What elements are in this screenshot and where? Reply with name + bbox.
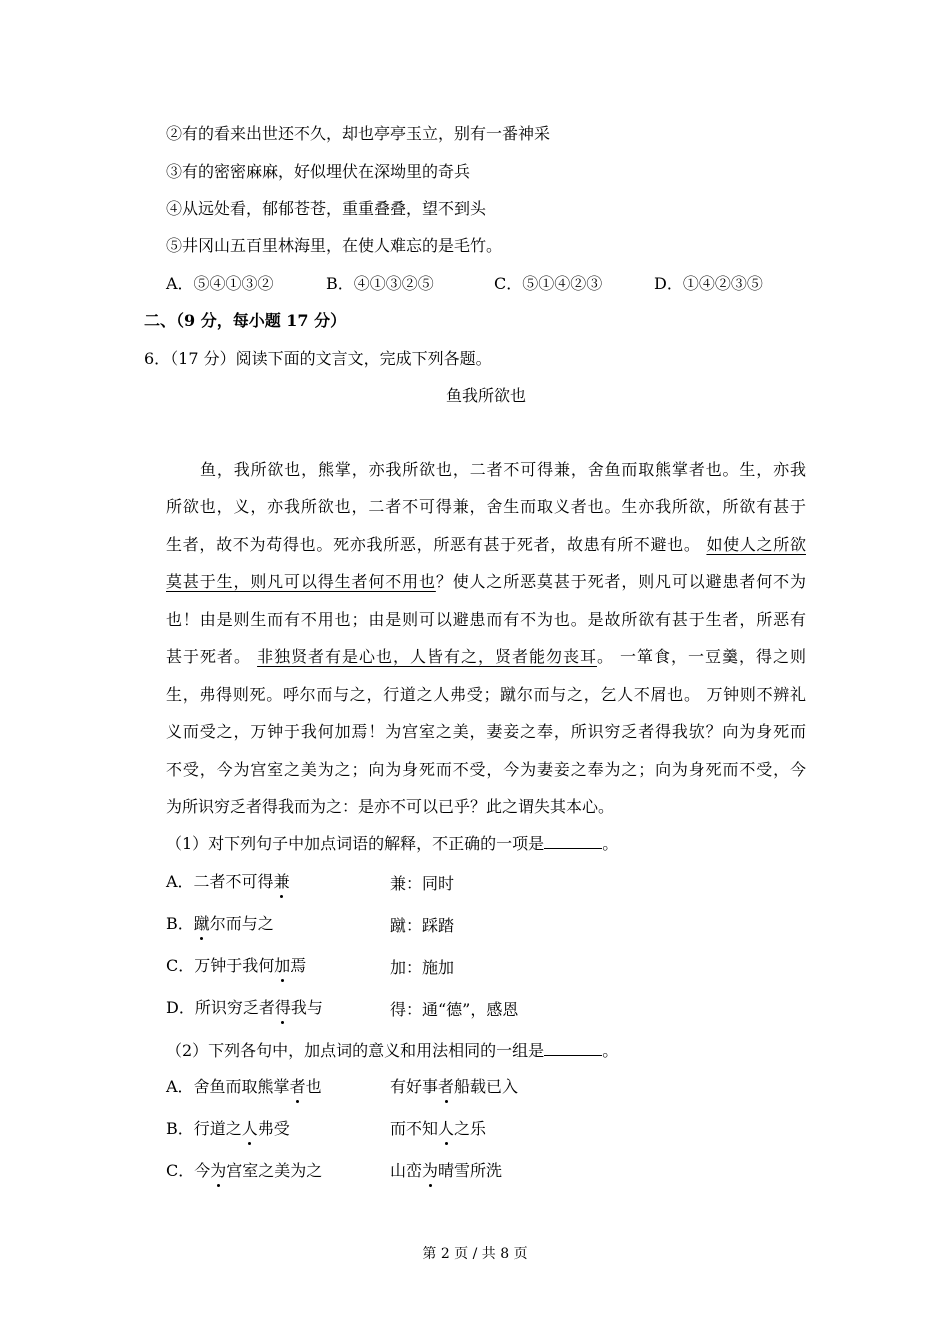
underlined-sentence: 非独贤者有是心也，人皆有之，贤者能勿丧耳 — [257, 647, 597, 666]
underlined-sentence: 莫甚于生，则凡可以得生者何不用也 — [166, 572, 436, 591]
passage-line: 不受，今为宫室之美为之；向为身死而不受，今为妻妾之奉为之；向为身死而不受，今 — [166, 760, 806, 779]
option-text: C．万钟于我何 — [166, 956, 275, 975]
passage-line — [166, 647, 806, 667]
option-text: 船载已入 — [454, 1077, 519, 1096]
option-text: 我与 — [290, 998, 323, 1017]
sub-question-2-stem — [166, 1041, 618, 1061]
passage-line — [166, 535, 806, 555]
passage-line — [166, 572, 806, 592]
sub1-option-a — [166, 872, 290, 892]
sub1-gloss-c: 加：施加 — [390, 958, 455, 977]
passage-text: 。 一箪食，一豆羹，得之则 — [596, 647, 806, 666]
option-text: A．舍鱼而取熊掌 — [166, 1077, 290, 1096]
stem-text: 。 — [602, 834, 619, 853]
option-text: 尔而与之 — [209, 914, 274, 933]
sub2-option-a — [166, 1077, 322, 1097]
sub1-option-b — [166, 914, 274, 934]
answer-blank — [544, 1041, 602, 1056]
sub1-gloss-d: 得：通“德”，感恩 — [390, 1000, 519, 1019]
option-text: 山峦 — [390, 1161, 423, 1180]
option-text: 有好事 — [390, 1077, 439, 1096]
sub1-option-c — [166, 956, 306, 976]
underlined-sentence: 如使人之所欲 — [706, 535, 806, 554]
dotted-word: 人 — [438, 1119, 455, 1138]
q5-option-c: C．⑤①④②③ — [494, 274, 603, 293]
passage-title: 鱼我所欲也 — [445, 386, 526, 405]
dotted-word: 为 — [422, 1161, 439, 1180]
dotted-word: 为 — [210, 1161, 227, 1180]
stem-text: 。 — [602, 1041, 619, 1060]
sub-question-1-stem — [166, 834, 618, 854]
item-4: ④从远处看，郁郁苍苍，重重叠叠，望不到头 — [166, 199, 487, 218]
page-footer: 第 2 页 / 共 8 页 — [422, 1246, 528, 1262]
option-text: B．行道之 — [166, 1119, 242, 1138]
q5-option-a: A．⑤④①③② — [166, 274, 274, 293]
q5-option-b: B．④①③②⑤ — [326, 274, 434, 293]
question-6-intro: 6．（17 分）阅读下面的文言文，完成下列各题。 — [144, 349, 492, 368]
option-text: 而不知 — [390, 1119, 439, 1138]
option-text: 晴雪所洗 — [438, 1161, 503, 1180]
dotted-word: 人 — [241, 1119, 258, 1138]
item-2: ②有的看来出世还不久，却也亭亭玉立，别有一番神采 — [166, 124, 551, 143]
passage-text: 甚于死者。 — [166, 647, 251, 666]
sub2-option-c — [166, 1161, 322, 1181]
item-3: ③有的密密麻麻，好似埋伏在深坳里的奇兵 — [166, 162, 471, 181]
section-heading: 二、（9 分，每小题 17 分） — [144, 311, 347, 330]
sub1-gloss-a: 兼：同时 — [390, 874, 455, 893]
answer-blank — [544, 834, 602, 849]
passage-line: 也！由是则生而有不用也；由是则可以避患而有不为也。是故所欲有甚于生者，所恶有 — [166, 610, 806, 629]
dotted-word: 兼 — [273, 872, 290, 891]
dotted-word: 加 — [274, 956, 291, 975]
passage-text: ？使人之所恶莫甚于死者，则凡可以避患者何不为 — [435, 572, 806, 591]
sub2-compare-c — [390, 1161, 502, 1181]
dotted-word: 蹴 — [193, 914, 210, 933]
dotted-word: 者 — [438, 1077, 455, 1096]
option-text: 弗受 — [257, 1119, 290, 1138]
sub2-option-b — [166, 1119, 290, 1139]
sub2-compare-b — [390, 1119, 486, 1139]
dotted-word: 者 — [289, 1077, 306, 1096]
sub1-gloss-b: 蹴：踩踏 — [390, 916, 455, 935]
sub2-compare-a — [390, 1077, 518, 1097]
option-text: 焉 — [290, 956, 307, 975]
option-text: 也 — [305, 1077, 322, 1096]
dotted-word: 得 — [274, 998, 291, 1017]
sub1-option-d — [166, 998, 323, 1018]
stem-text: （2）下列各句中，加点词的意义和用法相同的一组是 — [166, 1041, 545, 1060]
passage-text: 生者，故不为苟得也。死亦我所恶，所恶有甚于死者，故患有所不避也。 — [166, 535, 701, 554]
passage-line: 鱼，我所欲也，熊掌，亦我所欲也，二者不可得兼，舍鱼而取熊掌者也。生，亦我 — [200, 460, 806, 479]
passage-line: 为所识穷乏者得我而为之：是亦不可以已乎？此之谓失其本心。 — [166, 797, 615, 816]
stem-text: （1）对下列句子中加点词语的解释，不正确的一项是 — [166, 834, 545, 853]
option-text: C．今 — [166, 1161, 211, 1180]
option-text: 宫室之美为之 — [226, 1161, 323, 1180]
option-text: A．二者不可得 — [166, 872, 274, 891]
option-text: B． — [166, 914, 194, 933]
passage-line: 生，弗得则死。呼尔而与之，行道之人弗受；蹴尔而与之，乞人不屑也。 万钟则不辨礼 — [166, 685, 806, 704]
passage-line: 义而受之，万钟于我何加焉！为宫室之美，妻妾之奉，所识穷乏者得我欤？向为身死而 — [166, 722, 806, 741]
option-text: D．所识穷乏者 — [166, 998, 275, 1017]
item-5: ⑤井冈山五百里林海里，在使人难忘的是毛竹。 — [166, 236, 503, 255]
passage-line: 所欲也，义，亦我所欲也，二者不可得兼，舍生而取义者也。生亦我所欲，所欲有甚于 — [166, 497, 806, 516]
option-text: 之乐 — [454, 1119, 487, 1138]
q5-option-d: D．①④②③⑤ — [654, 274, 763, 293]
